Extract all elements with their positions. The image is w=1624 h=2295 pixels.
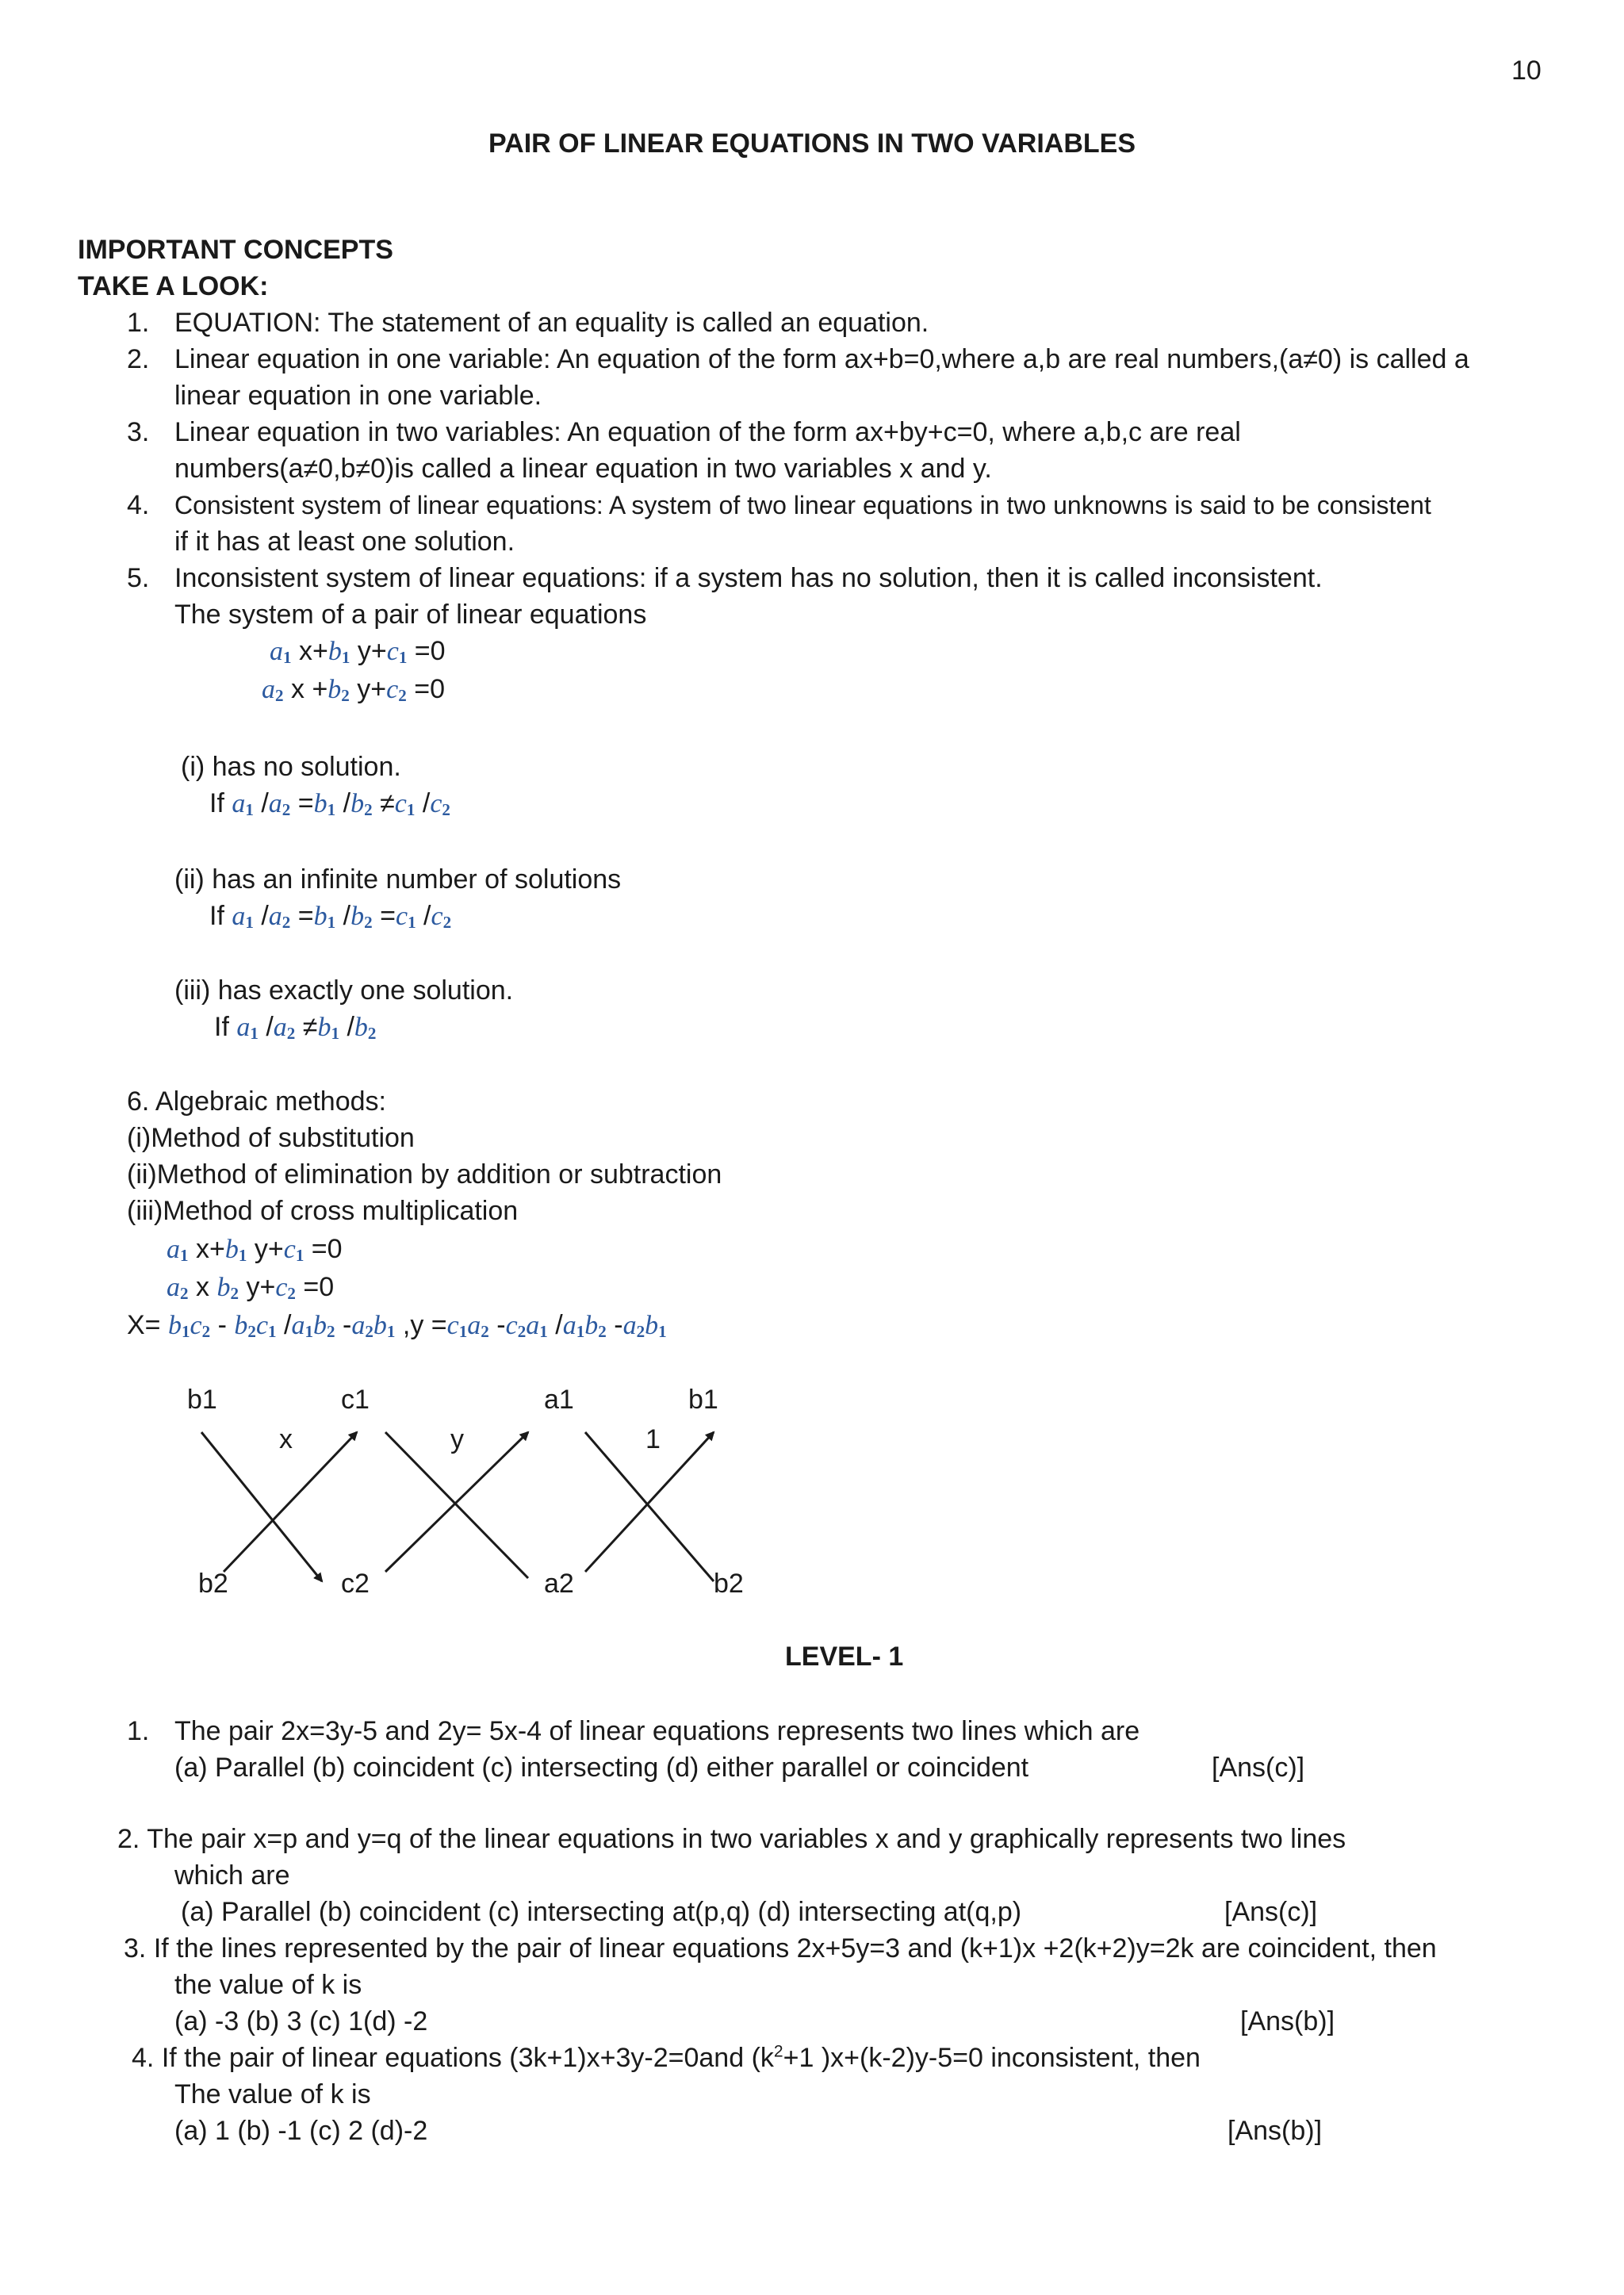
question-4-answer: [Ans(b)] [1228, 2116, 1323, 2146]
concept-text: Linear equation in one variable: An equation of the form ax+b=0,where a,b are real numbers,(a≠0) is called a [174, 344, 1469, 374]
concept-text-continued: numbers(a≠0,b≠0)is called a linear equation in two variables x and y. [174, 454, 992, 484]
question-number: 2. [117, 1824, 140, 1854]
method-substitution: (i)Method of substitution [127, 1123, 415, 1153]
method-elimination: (ii)Method of elimination by addition or subtraction [127, 1159, 722, 1190]
question-text: If the lines represented by the pair of linear equations 2x+5y=3 and (k+1)x +2(k+2)y=2k are coincident, then [153, 1933, 1437, 1964]
question-3-text-continued: the value of k is [174, 1970, 362, 2000]
case-one-solution: (iii) has exactly one solution. [174, 975, 514, 1006]
question-2 [117, 1821, 1346, 1857]
case-no-solution: (i) has no solution. [181, 752, 401, 782]
level-heading: LEVEL- 1 [785, 1642, 904, 1672]
concept-text: EQUATION: The statement of an equality is called an equation. [174, 308, 929, 338]
methods-heading: 6. Algebraic methods: [127, 1086, 386, 1117]
question-number: 3. [124, 1933, 147, 1964]
concept-text: Inconsistent system of linear equations: if a system has no solution, then it is called inconsistent. [174, 563, 1323, 593]
diagram-label-top: a1 [544, 1385, 574, 1415]
question-4-options: (a) 1 (b) -1 (c) 2 (d)-2 [174, 2116, 428, 2146]
question-3-options: (a) -3 (b) 3 (c) 1(d) -2 [174, 2006, 428, 2036]
question-1-options: (a) Parallel (b) coincident (c) intersecting (d) either parallel or coincident [174, 1753, 1029, 1783]
diagram-label-middle: y [450, 1424, 464, 1454]
case-infinite-solutions: (ii) has an infinite number of solutions [174, 864, 622, 895]
section-heading: IMPORTANT CONCEPTS [78, 235, 393, 265]
question-3-answer: [Ans(b)] [1240, 2006, 1335, 2036]
question-number: 1. [127, 1716, 150, 1746]
question-4-text-continued: The value of k is [174, 2079, 371, 2109]
diagram-label-bottom: b2 [714, 1569, 744, 1599]
question-3 [124, 1930, 1437, 1967]
system-equation-1: $a_1$ $x+b_1$ $y+c_1 =0$ [270, 636, 446, 668]
question-text: The pair x=p and y=q of the linear equations in two variables x and y graphically represents two lines [147, 1824, 1346, 1854]
method-cross-multiplication: (iii)Method of cross multiplication [127, 1196, 519, 1226]
diagram-label-top: b1 [187, 1385, 217, 1415]
condition-one-solution: If $a_1$ $/a_2 \ne b_1$ $/b_2$ [214, 1012, 377, 1044]
condition-no-solution: If $a_1$ $/a_2 =b_1$ $/b_2 \ne c_1$ $/c_2$ [209, 788, 450, 820]
page-number: 10 [1511, 56, 1542, 86]
diagram-label-middle: 1 [645, 1424, 661, 1454]
diagram-label-top: b1 [688, 1385, 718, 1415]
condition-infinite-solutions: If $a_1$ $/a_2 =b_1$ $/b_2 =c_1$ $/c_2$ [209, 901, 452, 933]
concept-text: Consistent system of linear equations: A system of two linear equations in two unknowns is said to be consistent [174, 491, 1431, 519]
concept-number: 1. [127, 308, 150, 338]
question-1-answer: [Ans(c)] [1212, 1753, 1305, 1783]
diagram-arrow [201, 1432, 322, 1581]
question-2-answer: [Ans(c)] [1224, 1897, 1318, 1927]
question-text: If the pair of linear equations (3k+1)x+3y-2=0and ($k^2+1$ )x+(k-2)y-5=0 inconsistent, then [161, 2042, 1201, 2073]
page-title: PAIR OF LINEAR EQUATIONS IN TWO VARIABLES [488, 128, 1136, 159]
question-1 [127, 1713, 1139, 1749]
system-equation-2: $a_2$ $x +b_2$ $y+c_2 =0$ [262, 674, 446, 706]
diagram-label-bottom: a2 [544, 1569, 574, 1599]
concept-text-continued: if it has at least one solution. [174, 527, 515, 557]
question-2-options: (a) Parallel (b) coincident (c) intersecting at(p,q) (d) intersecting at(q,p) [181, 1897, 1022, 1927]
concept-number: 2. [127, 344, 150, 374]
cross-multiplication-formula: $X= b_1c_2 - b_2c_1$ $/a_1b_2$ $-a_2b_1$ $,y =c_1a_2$ $-c_2a_1$ $/a_1b_2$ $-a_2b_1$ [127, 1310, 667, 1342]
cross-equation-1: $a_1$ $x+b_1$ $y+c_1 =0$ [167, 1234, 343, 1266]
question-4 [132, 2040, 1201, 2076]
question-number: 4. [132, 2043, 155, 2073]
diagram-label-middle: x [279, 1424, 293, 1454]
concept-number: 4. [127, 490, 150, 520]
concept-number: 5. [127, 563, 150, 593]
concept-text-continued: The system of a pair of linear equations [174, 600, 647, 630]
subheading: TAKE A LOOK: [78, 271, 269, 301]
concept-text: Linear equation in two variables: An equation of the form ax+by+c=0, where a,b,c are real [174, 417, 1241, 447]
concept-text-continued: linear equation in one variable. [174, 381, 542, 411]
question-2-text-continued: which are [174, 1860, 290, 1891]
question-text: The pair 2x=3y-5 and 2y= 5x-4 of linear equations represents two lines which are [174, 1716, 1140, 1746]
diagram-label-bottom: c2 [341, 1569, 370, 1599]
concept-number: 3. [127, 417, 150, 447]
diagram-label-top: c1 [341, 1385, 370, 1415]
diagram-label-bottom: b2 [198, 1569, 228, 1599]
cross-equation-2: $a_2$ x $b_2$ $y+c_2 =0$ [167, 1272, 335, 1304]
